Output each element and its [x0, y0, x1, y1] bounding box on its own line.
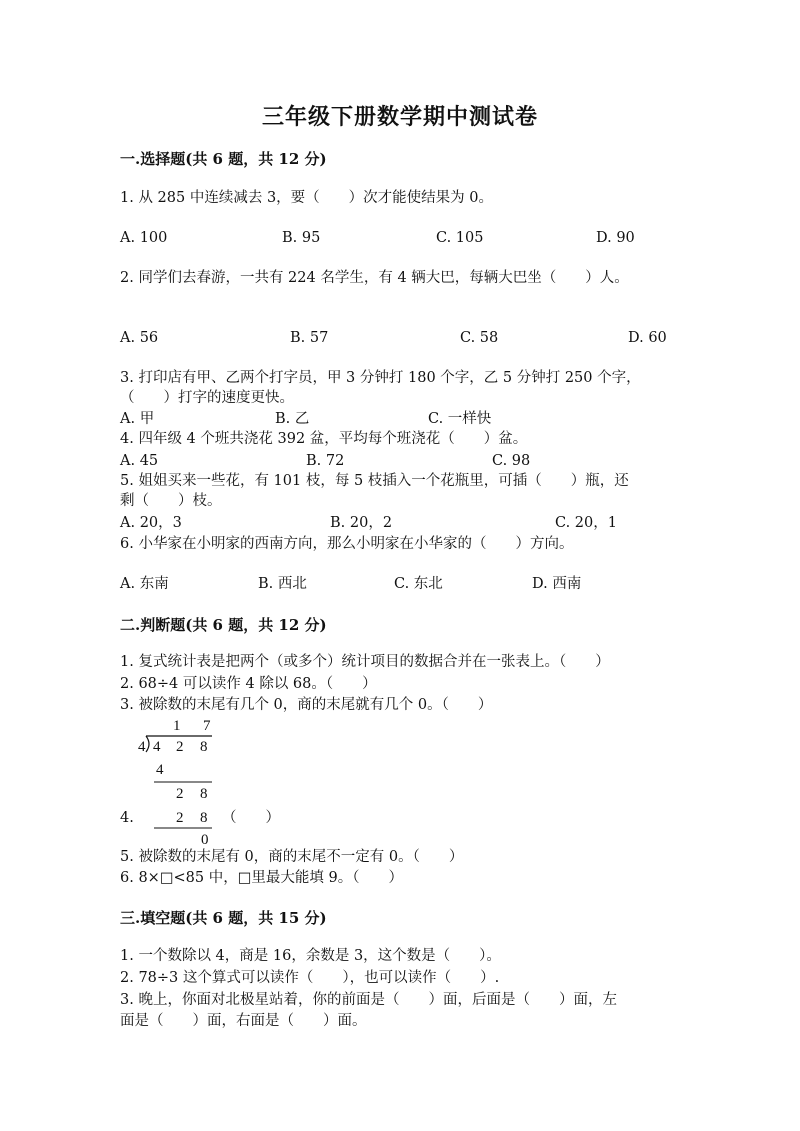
option-c: C. 98: [492, 453, 531, 469]
question-2-6: 6. 8×□<85 中，□里最大能填 9。（ ）: [120, 870, 404, 886]
question-1-2: 2. 同学们去春游，一共有 224 名学生，有 4 辆大巴，每辆大巴坐（ ）人。: [120, 270, 629, 286]
option-c: C. 一样快: [428, 411, 492, 427]
quotient-digit: 7: [203, 718, 211, 734]
division-bracket: [146, 736, 149, 752]
question-2-2: 2. 68÷4 可以读作 4 除以 68。（ ）: [120, 676, 377, 692]
option-a: A. 45: [120, 453, 159, 469]
option-c: C. 58: [460, 330, 499, 346]
question-1-3-line1: 3. 打印店有甲、乙两个打字员，甲 3 分钟打 180 个字，乙 5 分钟打 250 个字，: [120, 370, 641, 386]
dividend-digit: 8: [200, 739, 208, 755]
section-heading-judgement: 二.判断题(共 6 题，共 12 分): [120, 616, 327, 634]
section-heading-fill: 三.填空题(共 6 题，共 15 分): [120, 909, 327, 927]
quotient-digit: 1: [173, 718, 181, 734]
step2-digit: 2: [176, 786, 184, 802]
question-2-5: 5. 被除数的末尾有 0，商的末尾不一定有 0。（ ）: [120, 849, 464, 865]
question-1-3-line2: （ ）打字的速度更快。: [120, 390, 294, 406]
option-d: D. 90: [596, 230, 635, 246]
option-b: B. 95: [282, 230, 321, 246]
option-d: D. 西南: [532, 576, 582, 592]
option-d: D. 60: [628, 330, 667, 346]
option-a: A. 56: [120, 330, 159, 346]
dividend-digit: 2: [176, 739, 184, 755]
step1-digit: 4: [156, 762, 164, 778]
question-1-4: 4. 四年级 4 个班共浇花 392 盆，平均每个班浇花（ ）盆。: [120, 431, 528, 447]
question-1-5-line1: 5. 姐姐买来一些花，有 101 枝，每 5 枝插入一个花瓶里，可插（ ）瓶，还: [120, 473, 629, 489]
question-3-2: 2. 78÷3 这个算式可以读作（ ），也可以读作（ ）.: [120, 970, 500, 986]
question-2-1: 1. 复式统计表是把两个（或多个）统计项目的数据合并在一张表上。（ ）: [120, 654, 610, 670]
remainder: 0: [201, 832, 209, 848]
option-a: A. 100: [120, 230, 168, 246]
step2-digit: 8: [200, 786, 208, 802]
question-3-3-line2: 面是（ ）面，右面是（ ）面。: [120, 1013, 367, 1029]
question-1-5-line2: 剩（ ）枝。: [120, 493, 222, 509]
question-2-3: 3. 被除数的末尾有几个 0，商的末尾就有几个 0。（ ）: [120, 697, 493, 713]
option-b: B. 乙: [275, 411, 310, 427]
option-c: C. 20，1: [555, 515, 617, 531]
question-3-3-line1: 3. 晚上，你面对北极星站着，你的前面是（ ）面，后面是（ ）面，左: [120, 992, 617, 1008]
option-b: B. 西北: [258, 576, 307, 592]
question-1-1: 1. 从 285 中连续减去 3，要（ ）次才能使结果为 0。: [120, 190, 494, 206]
option-b: B. 20，2: [330, 515, 393, 531]
page-title: 三年级下册数学期中测试卷: [261, 104, 538, 130]
question-2-4-label: 4.: [120, 810, 134, 826]
question-3-1: 1. 一个数除以 4，商是 16，余数是 3，这个数是（ ）。: [120, 948, 501, 964]
option-a: A. 东南: [120, 576, 169, 592]
section-heading-choice: 一.选择题(共 6 题，共 12 分): [120, 150, 327, 168]
step3-digit: 8: [200, 810, 208, 826]
step3-digit: 2: [176, 810, 184, 826]
option-c: C. 105: [436, 230, 484, 246]
option-b: B. 57: [290, 330, 329, 346]
option-a: A. 甲: [120, 411, 155, 427]
question-1-6: 6. 小华家在小明家的西南方向，那么小明家在小华家的（ ）方向。: [120, 536, 574, 552]
option-b: B. 72: [306, 453, 345, 469]
divisor: 4: [138, 739, 146, 755]
dividend-digit: 4: [153, 739, 161, 755]
option-a: A. 20，3: [120, 515, 182, 531]
option-c: C. 东北: [394, 576, 443, 592]
question-2-4-bracket: （ ）: [222, 810, 280, 826]
